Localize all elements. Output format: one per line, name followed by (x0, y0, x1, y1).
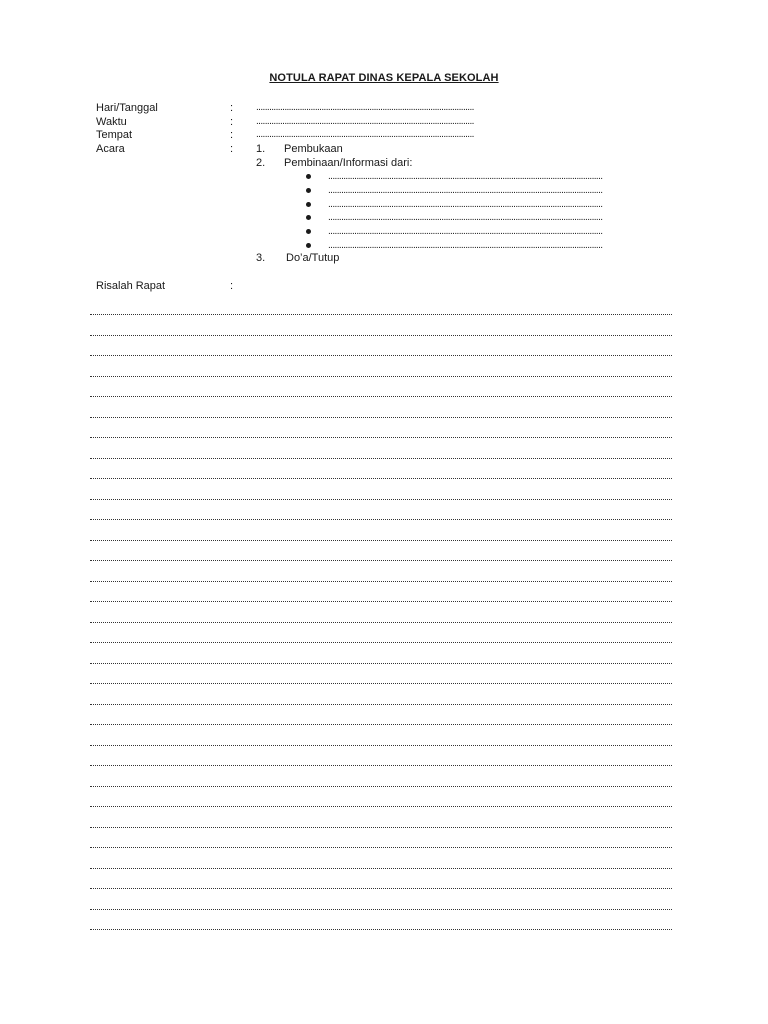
field-colon: : (230, 280, 234, 292)
risalah-dotted-line (90, 417, 672, 418)
agenda-sub-bullet (304, 225, 674, 239)
bullet-dotted-blank: .............................................................................................................................. (328, 199, 603, 210)
bullet-icon (306, 229, 311, 234)
agenda-sub-bullet (304, 170, 674, 184)
bullet-icon (306, 174, 311, 179)
risalah-dotted-line (90, 581, 672, 582)
agenda-number: 1. (256, 143, 266, 155)
risalah-dotted-line (90, 929, 672, 930)
bullet-dotted-blank: .............................................................................................................................. (328, 240, 603, 251)
risalah-dotted-line (90, 622, 672, 623)
field-colon: : (230, 143, 234, 155)
bullet-dotted-blank: .............................................................................................................................. (328, 212, 603, 223)
agenda-sub-bullet (304, 198, 674, 212)
bullet-icon (306, 243, 311, 248)
risalah-dotted-line (90, 478, 672, 479)
field-dotted-blank: .................................................................................................... (256, 116, 474, 127)
agenda-sub-bullet (304, 211, 674, 225)
field-colon: : (230, 129, 234, 141)
risalah-dotted-line (90, 745, 672, 746)
bullet-icon (306, 215, 311, 220)
risalah-dotted-line (90, 499, 672, 500)
field-label: Tempat (96, 129, 133, 141)
field-colon: : (230, 116, 234, 128)
risalah-dotted-line (90, 909, 672, 910)
agenda-text: Pembukaan (284, 143, 343, 155)
risalah-dotted-line (90, 560, 672, 561)
risalah-dotted-line (90, 786, 672, 787)
field-label: Waktu (96, 116, 127, 128)
risalah-dotted-line (90, 376, 672, 377)
agenda-text: Do’a/Tutup (286, 252, 340, 264)
risalah-dotted-line (90, 704, 672, 705)
risalah-dotted-line (90, 601, 672, 602)
risalah-dotted-line (90, 765, 672, 766)
risalah-dotted-line (90, 458, 672, 459)
agenda-number: 3. (256, 252, 266, 264)
bullet-icon (306, 202, 311, 207)
risalah-dotted-line (90, 806, 672, 807)
risalah-dotted-line (90, 663, 672, 664)
risalah-dotted-line (90, 827, 672, 828)
risalah-dotted-line (90, 888, 672, 889)
bullet-dotted-blank: .............................................................................................................................. (328, 185, 603, 196)
field-label: Risalah Rapat (96, 280, 166, 292)
risalah-dotted-line (90, 540, 672, 541)
risalah-dotted-line (90, 847, 672, 848)
field-dotted-blank: .................................................................................................... (256, 129, 474, 140)
risalah-dotted-line (90, 355, 672, 356)
risalah-dotted-line (90, 683, 672, 684)
risalah-dotted-line (90, 314, 672, 315)
risalah-dotted-line (90, 642, 672, 643)
field-label: Hari/Tanggal (96, 102, 158, 114)
risalah-dotted-line (90, 335, 672, 336)
bullet-dotted-blank: .............................................................................................................................. (328, 226, 603, 237)
agenda-text: Pembinaan/Informasi dari: (284, 157, 413, 169)
risalah-dotted-line (90, 437, 672, 438)
document-title: NOTULA RAPAT DINAS KEPALA SEKOLAH (269, 72, 499, 84)
field-dotted-blank: .................................................................................................... (256, 102, 474, 113)
risalah-dotted-line (90, 396, 672, 397)
bullet-icon (306, 188, 311, 193)
risalah-dotted-line (90, 868, 672, 869)
risalah-dotted-line (90, 724, 672, 725)
risalah-dotted-line (90, 519, 672, 520)
bullet-dotted-blank: .............................................................................................................................. (328, 171, 603, 182)
field-colon: : (230, 102, 234, 114)
field-label: Acara (96, 143, 125, 155)
agenda-sub-bullet (304, 239, 674, 253)
agenda-number: 2. (256, 157, 266, 169)
agenda-sub-bullet (304, 184, 674, 198)
